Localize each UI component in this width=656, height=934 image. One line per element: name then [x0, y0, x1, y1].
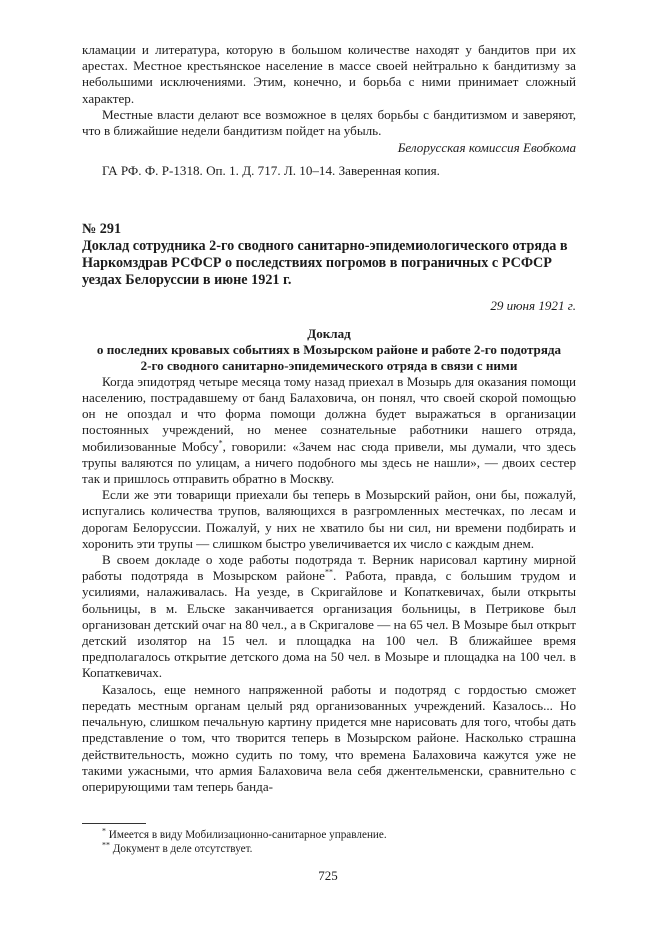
document-title: Доклад сотрудника 2-го сводного санитарно-эпидемиологического отряда в Наркомздрав РСФСР о последствиях погромов в пограничных с РСФСР уездах Белоруссии в июне 1921 г. [82, 237, 568, 288]
report-heading-line-1: Доклад [307, 325, 351, 341]
footnote-2-text: Документ в деле отсутствует. [110, 843, 253, 855]
body-paragraph-3-part-b: . Работа, правда, с большим трудом и усилиями, налаживалась. На уезде, в Скригайлове и Копаткевичах, были открыты больницы, в м. Ельске заканчивается организация больницы, в Петрикове был организован детский очаг на 80 чел., а в Скригалове — на 65 чел. В Мозыре был открыт детский изолятор на 15 чел. и площадка на 100 чел. В ближайшее время предполагалось открытие детского дома на 50 чел. в Мозыре и площадка на 100 чел. в Копаткевичах. [82, 568, 576, 681]
intro-paragraph-1: кламации и литература, которую в большом количестве находят у бандитов при их арестах. Местное крестьянское население в массе своей нейтрально к бандитизму за небольшими исключениями. Этим, конечно, и борьба с ними принимает сложный характер. [82, 42, 576, 106]
footnote-2 [82, 842, 576, 856]
body-paragraph-1-part-a: Когда эпидотряд четыре месяца тому назад приехал в Мозырь для оказания помощи населению, пострадавшему от банд Балаховича, он понял, что своей скорой помощью он не опоздал и что форма помощи должна будет выражаться в организации постоянных учреждений, но менее сознательные работники нашего отряда, мобилизованные Мобсу [82, 373, 576, 454]
footnotes [82, 828, 576, 856]
footnote-1 [82, 828, 576, 842]
body-paragraph-4: Казалось, еще немного напряженной работы и подотряд с гордостью сможет передать местным органам целый ряд организованных учреждений. Казалось... Но печальную, слишком печальную картину придется мне нарисовать для того, чтобы дать представление о том, что творится теперь в Мозырском районе. Насколько страшна действительность, можно судить по тому, что времена Балаховича кажутся уже не такими ужасными, что армия Балаховича вела себя джентельменски, сравнительно с оперирующими там теперь банда- [82, 681, 576, 794]
document-date: 29 июня 1921 г. [490, 297, 576, 313]
footnote-2-mark: ** [102, 840, 110, 850]
page-text [82, 42, 576, 795]
footnote-marker-1: * [218, 438, 223, 448]
footnote-divider [82, 823, 146, 824]
page-number: 725 [318, 868, 338, 883]
report-heading-line-2: о последних кровавых событиях в Мозырском районе и работе 2-го подотряда [96, 341, 562, 357]
footnote-1-text: Имеется в виду Мобилизационно-санитарное управление. [106, 829, 387, 841]
body-paragraph-2: Если же эти товарищи приехали бы теперь в Мозырский район, они бы, пожалуй, испугались количества трупов, валяющихся в разгромленных местечках, по лесам и дорогам Белоруссии. Пожалуй, у них не хватило бы ни сил, ни времени подбирать и хоронить эти трупы — слишком быстро увеличивается их число с каждым днем. [82, 487, 576, 551]
report-heading-line-3: 2-го сводного санитарно-эпидемического отряда в связи с ними [140, 357, 518, 373]
body-paragraph-1-part-b: , говорили: «Зачем нас сюда привели, мы думали, что здесь трупы валяются по улицам, а ничего подобного мы здесь не нашли», — двоих сестер так и пришлось отправить обратно в Москву. [82, 438, 577, 487]
body-paragraph-3-part-a: В своем докладе о ходе работы подотряда т. Верник нарисовал картину мирной работы подотряда в Мозырском районе [82, 552, 576, 584]
body-paragraph-1 [82, 374, 576, 487]
report-heading [82, 326, 576, 374]
intro-paragraph-2: Местные власти делают все возможное в целях борьбы с бандитизмом и заверяют, что в ближайшие недели бандитизм пойдет на убыль. [82, 106, 576, 139]
archive-reference: ГА РФ. Ф. Р-1318. Оп. 1. Д. 717. Л. 10–14. Заверенная копия. [102, 163, 440, 179]
footnote-1-mark: * [102, 826, 106, 836]
signature: Белорусская комиссия Евобкома [397, 140, 576, 156]
document-number: № 291 [82, 220, 122, 237]
body-paragraph-3 [82, 552, 576, 682]
footnote-marker-2: ** [324, 567, 333, 577]
